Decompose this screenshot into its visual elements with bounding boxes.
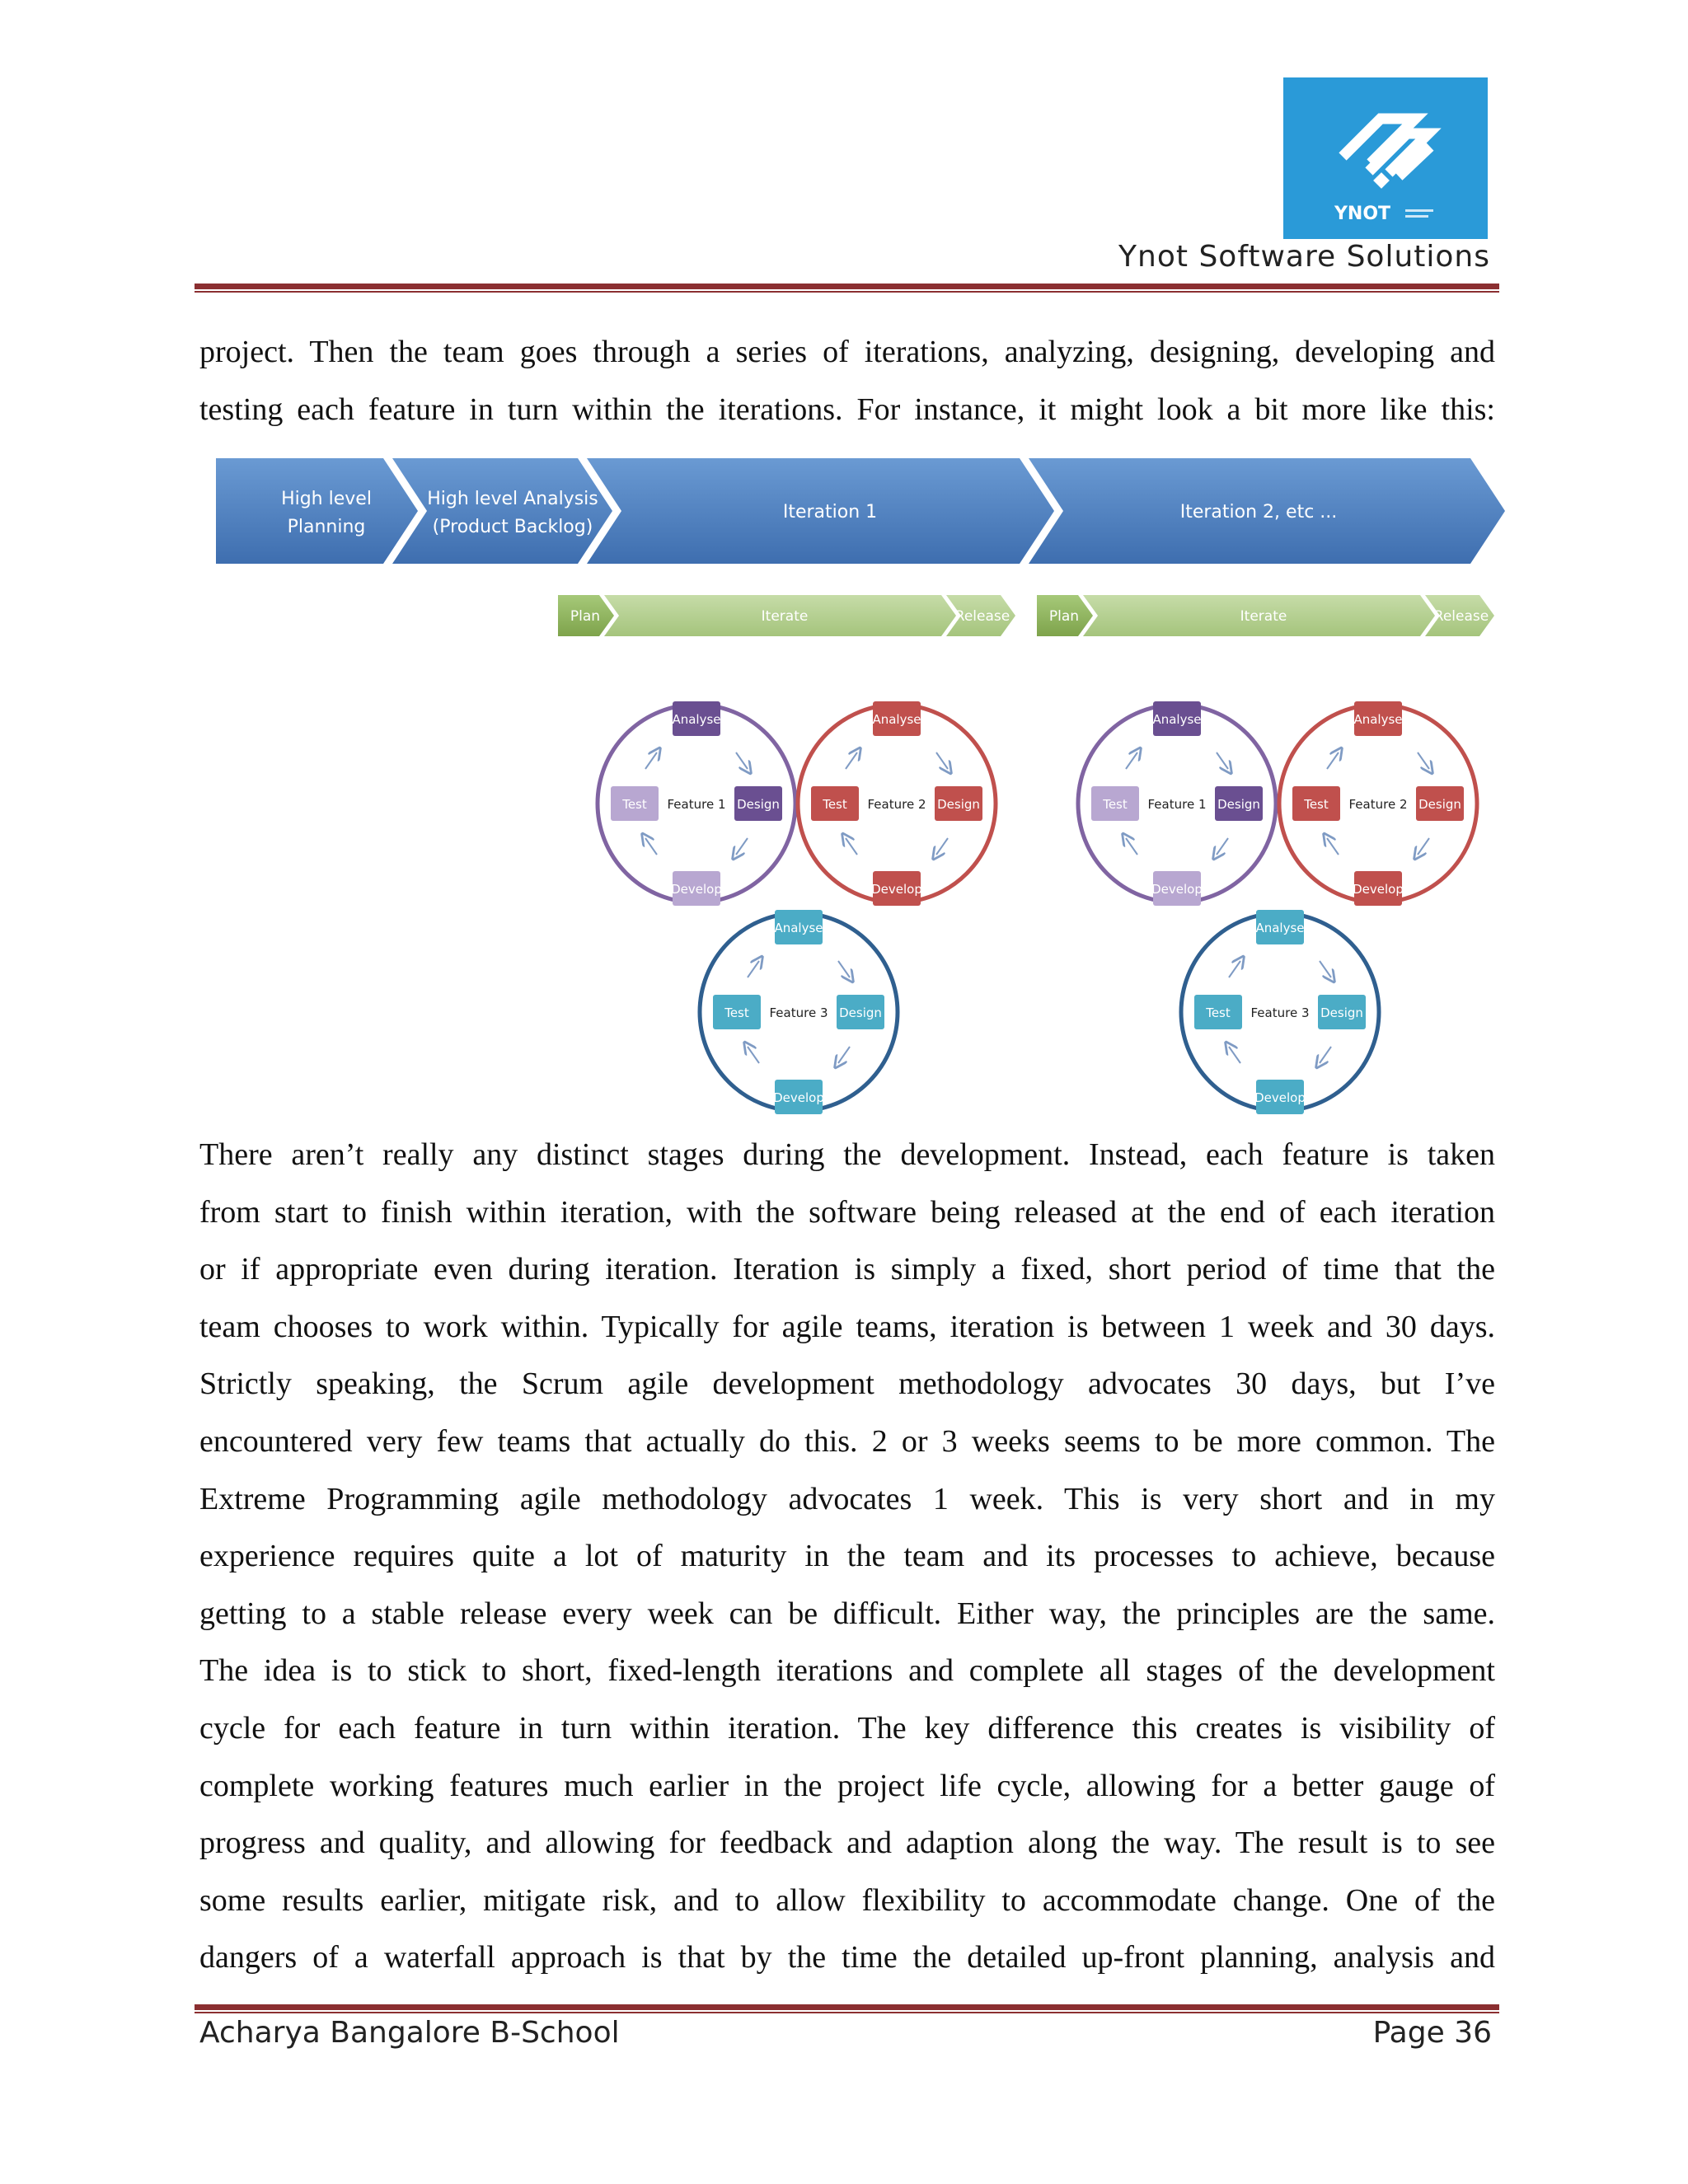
feature-label: Feature 2	[867, 797, 926, 812]
feature-cycle	[598, 701, 795, 906]
flow-arrow	[748, 1047, 759, 1063]
stage-chevron	[392, 458, 612, 564]
flow-arrow	[736, 838, 748, 855]
feature-cycle	[1279, 701, 1477, 906]
stage-chevron	[216, 458, 418, 564]
stage-label: Iteration 2, etc ...	[1179, 502, 1338, 523]
flow-arrow	[1418, 838, 1429, 855]
flow-arrow	[936, 752, 948, 769]
feature-cycles	[598, 701, 1477, 1114]
feature-cycle	[1181, 910, 1379, 1114]
flow-arrow	[1126, 838, 1137, 855]
step-label: Test	[1304, 797, 1329, 812]
flow-arrow	[1229, 961, 1240, 977]
company-name: Ynot Software Solutions	[1118, 240, 1490, 274]
flow-arrow	[1229, 1047, 1240, 1063]
text-line: progress and quality, and allowing for feedback and adaption along the way. The result is to see	[199, 1825, 1495, 1861]
text-line: getting to a stable release every week can be difficult. Either way, the principles are the same.	[199, 1596, 1495, 1631]
step-label: Develop	[773, 1090, 824, 1105]
agile-iteration-diagram	[216, 453, 1507, 1121]
step-label: Analyse	[1255, 921, 1305, 935]
step-label: Analyse	[774, 921, 823, 935]
step-label: Design	[839, 1005, 882, 1020]
footer-school: Acharya Bangalore B-School	[199, 2016, 620, 2050]
text-line: Extreme Programming agile methodology advocates 1 week. This is very short and in my	[199, 1481, 1495, 1516]
step-label: Develop	[1254, 1090, 1306, 1105]
flow-arrow	[838, 961, 850, 977]
step-label: Test	[622, 797, 647, 812]
diagram-canvas	[216, 453, 1507, 1121]
sub-stage-label: Plan	[1048, 608, 1080, 625]
text-line: from start to finish within iteration, with the software being released at the end of each iteration	[199, 1194, 1495, 1230]
flow-arrow	[748, 961, 759, 977]
step-label: Test	[1206, 1005, 1231, 1020]
text-line: The idea is to stick to short, fixed-length iterations and complete all stages of the development	[199, 1653, 1495, 1689]
text-line: some results earlier, mitigate risk, and to allow flexibility to accommodate change. One of the	[199, 1882, 1495, 1918]
text-line: encountered very few teams that actually do this. 2 or 3 weeks seems to be more common. The	[199, 1423, 1495, 1459]
text-line: cycle for each feature in turn within iteration. The key difference this creates is visibility of	[199, 1710, 1495, 1746]
logo-mark-icon	[1283, 77, 1488, 239]
flow-arrow	[1418, 752, 1429, 769]
text-line: dangers of a waterfall approach is that by the time the detailed up-front planning, analysis and	[199, 1940, 1495, 1975]
feature-label: Feature 1	[667, 797, 726, 812]
text-line: project. Then the team goes through a series of iterations, analyzing, designing, developing and	[199, 335, 1495, 369]
step-label: Test	[724, 1005, 749, 1020]
text-line: testing each feature in turn within the iterations. For instance, it might look a bit more like this:	[199, 391, 1495, 427]
step-label: Test	[823, 797, 847, 812]
text-line: complete working features much earlier in the project life cycle, allowing for a better gauge of	[199, 1768, 1495, 1803]
stage-label: Iteration 1	[782, 502, 878, 523]
sub-stage-label: Iterate	[761, 608, 809, 625]
company-logo	[1283, 77, 1488, 239]
stage-label: (Product Backlog)	[432, 517, 593, 537]
step-label: Analyse	[872, 712, 921, 727]
sub-stage-label: Release	[954, 608, 1010, 625]
sub-stage-bar-2	[1037, 595, 1494, 636]
step-label: Design	[737, 797, 780, 812]
text-line: or if appropriate even during iteration. Iteration is simply a fixed, short period of time that the	[199, 1252, 1495, 1287]
feature-cycle	[700, 910, 898, 1114]
flow-arrow	[1320, 961, 1331, 977]
header-rule-thin	[195, 291, 1499, 293]
flow-arrow	[936, 838, 948, 855]
feature-cycle	[1078, 701, 1276, 906]
step-label: Test	[1103, 797, 1128, 812]
text-line: There aren’t really any distinct stages during the development. Instead, each feature is taken	[199, 1137, 1495, 1172]
step-label: Design	[1320, 1005, 1363, 1020]
step-label: Design	[937, 797, 980, 812]
text-line: Strictly speaking, the Scrum agile development methodology advocates 30 days, but I’ve	[199, 1366, 1495, 1402]
stage-chevrons	[216, 458, 1505, 564]
step-label: Develop	[871, 882, 922, 897]
step-label: Analyse	[1353, 712, 1403, 727]
step-label: Analyse	[672, 712, 721, 727]
step-label: Develop	[1151, 882, 1203, 897]
flow-arrow	[645, 752, 657, 769]
flow-arrow	[1217, 838, 1228, 855]
step-label: Develop	[1353, 882, 1404, 897]
flow-arrow	[846, 838, 857, 855]
text-line: experience requires quite a lot of maturity in the team and its processes to achieve, because	[199, 1539, 1495, 1574]
header-rule	[195, 284, 1499, 289]
flow-arrow	[645, 838, 657, 855]
footer-rule-thin	[195, 2012, 1499, 2013]
flow-arrow	[1327, 752, 1339, 769]
flow-arrow	[736, 752, 748, 769]
sub-stage-bar-1	[558, 595, 1015, 636]
sub-stage-label: Plan	[570, 608, 601, 625]
step-label: Develop	[671, 882, 722, 897]
footer-rule	[195, 2004, 1499, 2010]
flow-arrow	[1217, 752, 1228, 769]
flow-arrow	[838, 1047, 850, 1063]
stage-label: High level Analysis	[427, 489, 598, 509]
step-label: Design	[1217, 797, 1260, 812]
logo-text: YNOT	[1334, 204, 1391, 224]
flow-arrow	[846, 752, 857, 769]
feature-cycle	[798, 701, 996, 906]
body-paragraph	[199, 1127, 1495, 1987]
flow-arrow	[1320, 1047, 1331, 1063]
sub-stage-label: Iterate	[1240, 608, 1287, 625]
text-line: team chooses to work within. Typically for agile teams, iteration is between 1 week and 30 days.	[199, 1309, 1495, 1344]
intro-paragraph	[199, 324, 1495, 438]
sub-stage-label: Release	[1433, 608, 1489, 625]
feature-label: Feature 3	[1250, 1005, 1310, 1020]
feature-label: Feature 3	[769, 1005, 828, 1020]
feature-label: Feature 2	[1348, 797, 1408, 812]
flow-arrow	[1126, 752, 1137, 769]
footer-page-number: Page 36	[1372, 2016, 1492, 2050]
step-label: Analyse	[1152, 712, 1202, 727]
stage-label: High level	[281, 489, 372, 509]
stage-label: Planning	[287, 517, 366, 537]
feature-label: Feature 1	[1147, 797, 1207, 812]
flow-arrow	[1327, 838, 1339, 855]
step-label: Design	[1418, 797, 1461, 812]
